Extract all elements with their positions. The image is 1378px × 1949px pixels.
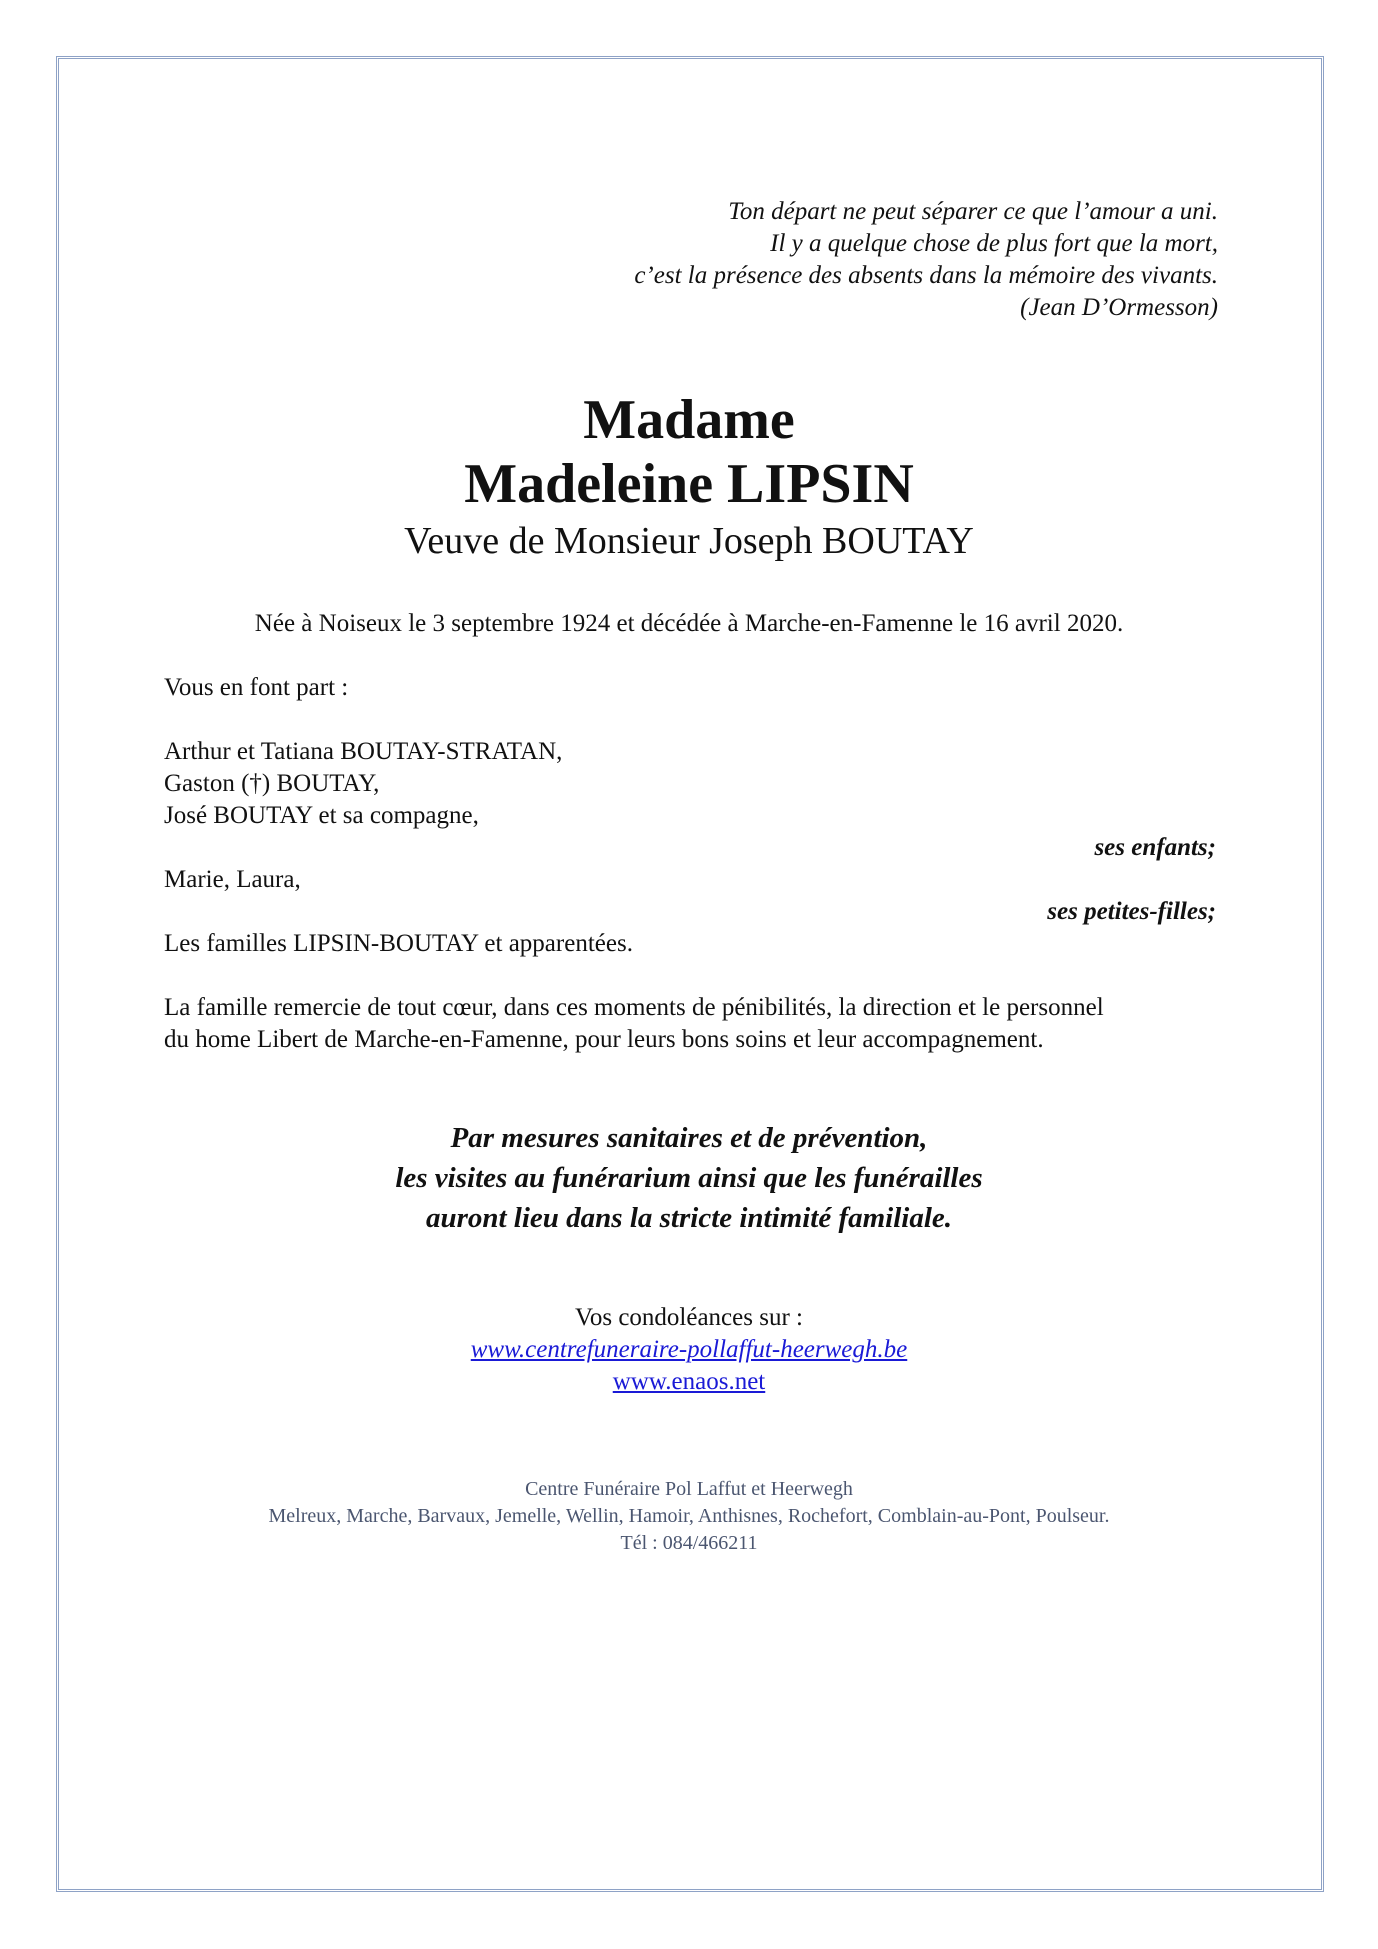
birth-death-line: Née à Noiseux le 3 septembre 1924 et décédée à Marche-en-Famenne le 16 avril 2020. — [254, 610, 1124, 637]
families-line: Les familles LIPSIN-BOUTAY et apparentées. — [164, 930, 633, 957]
thanks-paragraph — [164, 992, 1216, 1056]
sanitary-notice — [0, 1118, 1378, 1238]
child-line-2: Gaston (†) BOUTAY, — [164, 770, 380, 797]
footer-locations: Melreux, Marche, Barvaux, Jemelle, Wellin, Hamoir, Anthisnes, Rochefort, Comblain-au-Pont, Poulseur. — [268, 1505, 1110, 1527]
notice-line-3: auront lieu dans la stricte intimité familiale. — [425, 1202, 953, 1234]
deceased-heading — [0, 388, 1378, 566]
condolences-block — [0, 1302, 1378, 1398]
grandchildren-label: ses petites-filles; — [1047, 898, 1216, 925]
deceased-civility: Madame — [583, 389, 795, 451]
page-border — [56, 56, 1324, 1892]
children-list — [164, 736, 1216, 832]
footer-company: Centre Funéraire Pol Laffut et Heerwegh — [525, 1478, 853, 1500]
quote-line-1: Ton départ ne peut séparer ce que l’amour a uni. — [728, 198, 1218, 225]
condolences-label: Vos condoléances sur : — [575, 1304, 803, 1331]
announce-line: Vous en font part : — [164, 674, 349, 701]
funeral-center-link[interactable]: www.centrefuneraire-pollaffut-heerwegh.be — [470, 1336, 908, 1363]
quote-author: (Jean D’Ormesson) — [1020, 294, 1218, 321]
notice-line-2: les visites au funérarium ainsi que les funérailles — [395, 1162, 983, 1194]
thanks-line-1: La famille remercie de tout cœur, dans ces moments de pénibilités, la direction et le personnel — [164, 994, 1104, 1021]
enaos-link[interactable]: www.enaos.net — [612, 1368, 766, 1395]
child-line-3: José BOUTAY et sa compagne, — [164, 802, 479, 829]
footer-phone: Tél : 084/466211 — [620, 1532, 758, 1554]
thanks-line-2: du home Libert de Marche-en-Famenne, pour leurs bons soins et leur accompagnement. — [164, 1026, 1044, 1053]
funeral-home-footer — [0, 1476, 1378, 1557]
grandchildren-line: Marie, Laura, — [164, 866, 301, 893]
epigraph-quote — [418, 196, 1218, 324]
deceased-widow-of: Veuve de Monsieur Joseph BOUTAY — [404, 520, 974, 562]
deceased-name: Madeleine LIPSIN — [464, 453, 914, 515]
notice-line-1: Par mesures sanitaires et de prévention, — [450, 1122, 928, 1154]
children-label: ses enfants; — [1094, 834, 1216, 861]
quote-line-3: c’est la présence des absents dans la mémoire des vivants. — [634, 262, 1218, 289]
child-line-1: Arthur et Tatiana BOUTAY-STRATAN, — [164, 738, 563, 765]
quote-line-2: Il y a quelque chose de plus fort que la mort, — [770, 230, 1218, 257]
